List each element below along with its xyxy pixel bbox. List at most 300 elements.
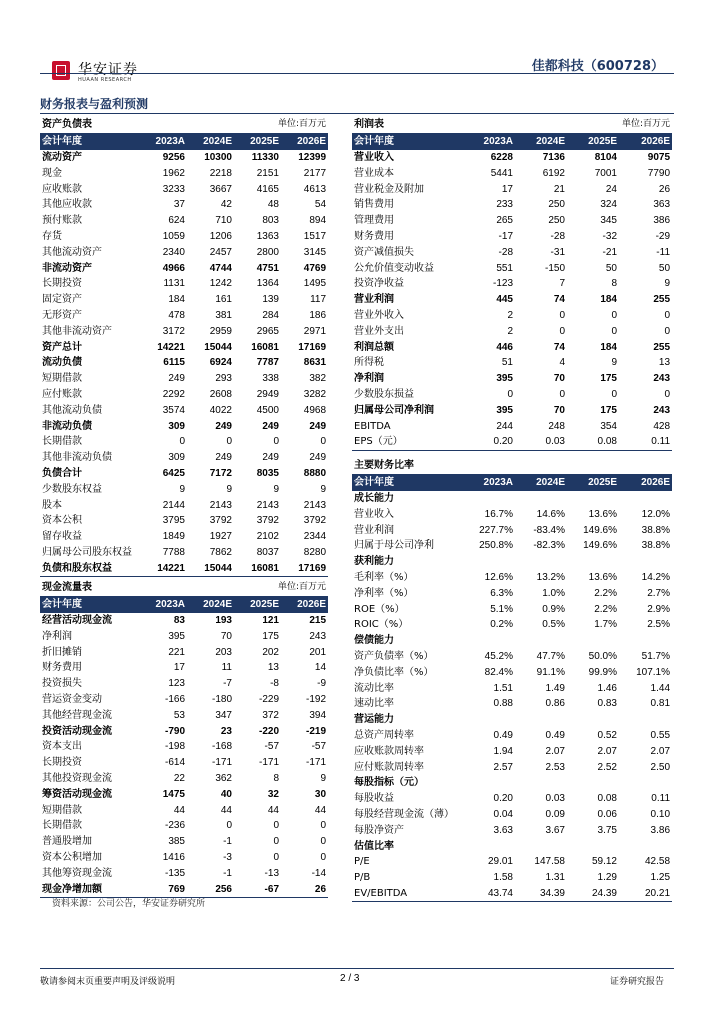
cell-value: 2292 [162,388,185,400]
table-row [352,886,672,902]
brand-logo [52,61,70,80]
row-label: 应收账款周转率 [354,745,424,757]
cell-value: 15044 [187,560,234,576]
cell-value: 0 [559,309,565,321]
cell-value: 139 [262,294,279,306]
cell-value: -83.4% [533,524,565,536]
row-label: 投资活动现金流 [42,725,112,737]
row-label: 资产负债率（%） [354,650,434,662]
table-row [352,213,672,229]
table-row [352,807,672,823]
column-header: 2024E [187,133,234,149]
row-label: 负债合计 [42,467,82,479]
row-label: 其他非流动资产 [42,325,112,337]
cell-value: 2457 [209,246,232,258]
table-row [40,181,328,197]
cell-value: -11 [656,246,671,258]
cell-value: 428 [653,420,671,432]
table-unit [515,458,672,474]
table-row [40,560,328,576]
cell-value: 2959 [209,325,232,337]
header-divider [40,73,674,74]
cell-value: 551 [496,262,513,274]
cell-value: 0.49 [545,729,565,741]
table-row [40,323,328,339]
row-label: 短期借款 [42,804,82,816]
cell-value: 354 [600,420,617,432]
row-label: 流动比率 [354,682,394,694]
cell-value: 37 [173,199,185,211]
cell-value: 44 [314,804,327,816]
table-row [40,513,328,529]
cell-value: 4751 [256,262,279,274]
cell-value: 0 [559,325,565,337]
cell-value: 382 [309,373,327,385]
table-row [40,660,328,676]
cell-value: 1849 [162,531,185,543]
row-label: 资本公积 [42,515,82,527]
cell-value: 0.20 [463,434,515,450]
cash-flow-table [40,580,328,898]
cell-value: 2.52 [597,761,617,773]
cell-value: 7790 [647,167,671,179]
table-row [352,260,672,276]
table-row [40,434,328,450]
row-label: 归属母公司净利润 [354,404,434,416]
row-label: 长期借款 [42,436,82,448]
row-label: 营业税金及附加 [354,183,424,195]
row-label: 营业成本 [354,167,394,179]
cell-value: 244 [496,420,513,432]
cell-value: 107.1% [636,666,671,678]
page-number: 2 / 3 [340,973,360,984]
cell-value: 338 [262,373,279,385]
cell-value: 395 [496,373,513,385]
cell-value: -171 [258,757,279,769]
row-label: 速动比率 [354,698,394,710]
cell-value: 3574 [162,404,185,416]
row-label: 营业利润 [354,294,394,306]
cell-value: 0 [664,325,671,337]
cell-value: 255 [653,341,671,353]
cell-value: 184 [168,294,185,306]
cell-value: 5.1% [490,603,513,615]
cell-value: 175 [262,630,279,642]
cell-value: 74 [553,294,565,306]
cell-value: 202 [262,646,279,658]
row-label: 资本公积增加 [42,851,102,863]
row-label: 固定资产 [42,294,82,306]
cell-value: 769 [140,881,187,897]
cell-value: 250 [548,199,565,211]
cell-value: 2608 [209,388,232,400]
cell-value: 249 [309,452,327,464]
cell-value: 2.2% [594,603,617,615]
cell-value: 2.9% [647,603,671,615]
cell-value: 38.8% [641,540,671,552]
cell-value: 2102 [256,531,279,543]
cell-value: 13 [267,662,279,674]
cell-value: 0 [611,309,617,321]
table-row [352,491,672,507]
row-label: 销售费用 [354,199,394,211]
cell-value: 0.86 [545,698,565,710]
cell-value: 14.2% [641,571,671,583]
cell-value: 8104 [594,151,617,163]
cell-value: 0 [320,436,327,448]
table-row [352,292,672,308]
cell-value [515,633,567,649]
cell-value: 1.46 [597,682,617,694]
row-label: 营业收入 [354,508,394,520]
cell-value: 50 [605,262,617,274]
cell-value: 2151 [256,167,279,179]
section-divider [40,113,674,114]
cell-value: -28 [550,230,565,242]
row-label: 普通股增加 [42,836,92,848]
cell-value: -123 [492,278,513,290]
ratios-table [352,458,672,902]
table-title: 现金流量表 [40,580,187,596]
cell-value: 9 [611,357,617,369]
column-header: 2024E [515,474,567,490]
cell-value: 17169 [298,341,327,353]
cell-value: 250.8% [479,540,513,552]
row-label: EBITDA [354,420,391,432]
table-row [40,292,328,308]
cell-value: 0.9% [542,603,565,615]
cell-value: 3233 [162,183,185,195]
cell-value: 6425 [162,467,185,479]
cell-value: 1517 [303,230,327,242]
cell-value [567,491,619,507]
cell-value: 22 [173,772,185,784]
table-row [40,371,328,387]
table-row [40,676,328,692]
cell-value: 372 [262,709,279,721]
cell-value: 1.29 [597,872,617,884]
column-header: 2026E [281,596,328,612]
table-row [352,276,672,292]
row-label: 公允价值变动收益 [354,262,434,274]
table-row [40,165,328,181]
row-label: 其他流动资产 [42,246,102,258]
cell-value: 6924 [209,357,232,369]
table-row [352,229,672,245]
cell-value: 249 [215,452,232,464]
table-title-row [40,580,328,596]
table-row [352,538,672,554]
table-row [352,522,672,538]
cell-value: -614 [164,757,185,769]
column-header: 2026E [619,133,672,149]
cell-value: 2177 [303,167,327,179]
cell-value: 386 [653,215,671,227]
cell-value: 3145 [303,246,327,258]
cell-value: 54 [314,199,327,211]
cell-value [515,712,567,728]
table-row [40,834,328,850]
cell-value: 3.75 [597,824,617,836]
cell-value: 59.12 [591,856,617,868]
column-header: 2023A [463,133,515,149]
table-header-row [352,133,672,149]
table-title-row [40,117,328,133]
row-label: 偿债能力 [354,635,394,647]
cell-value: -168 [211,741,232,753]
column-header: 2025E [567,133,619,149]
column-header: 会计年度 [352,474,463,490]
column-header: 会计年度 [40,596,140,612]
table-unit: 单位:百万元 [187,580,328,596]
cell-value: 227.7% [479,524,513,536]
table-row [40,881,328,897]
cell-value: 446 [496,341,513,353]
cell-value: 2218 [209,167,232,179]
cell-value: 3172 [162,325,185,337]
cell-value: 9 [179,483,185,495]
cell-value: 30 [314,788,327,800]
table-row [40,260,328,276]
cell-value: 2144 [162,499,185,511]
cell-value [619,775,672,791]
cell-value: 5441 [490,167,513,179]
cell-value: 9256 [162,151,185,163]
cell-value: 0.06 [597,808,617,820]
table-row [40,850,328,866]
row-label: 每股净资产 [354,824,404,836]
cell-value: 2.07 [597,745,617,757]
cell-value: 1131 [163,278,185,290]
cell-value: 324 [600,199,617,211]
table-row [40,818,328,834]
column-header: 2023A [140,596,187,612]
cell-value [515,838,567,854]
table-unit: 单位:百万元 [187,117,328,133]
cell-value: 347 [215,709,232,721]
table-row [352,554,672,570]
row-label: 其他投资现金流 [42,772,112,784]
cell-value: 1.58 [493,872,513,884]
row-label: P/E [354,856,370,868]
cell-value: 12.0% [641,508,671,520]
cell-value: 309 [168,420,185,432]
cell-value: -220 [258,725,279,737]
row-label: 毛利率（%） [354,571,414,583]
cell-value: 6192 [542,167,565,179]
cell-value: 0 [664,309,671,321]
cell-value: 9 [664,278,671,290]
cell-value: 0.11 [619,434,672,450]
cell-value: 395 [496,404,513,416]
cell-value [567,775,619,791]
cell-value [463,554,515,570]
cell-value: 3282 [303,388,327,400]
cell-value: 117 [310,294,327,306]
table-row [352,649,672,665]
source-note: 资料来源：公司公告，华安证券研究所 [52,899,206,909]
cell-value: 710 [215,215,232,227]
cell-value [515,775,567,791]
cell-value: 17 [501,183,513,195]
table-row [40,339,328,355]
row-label: ROE（%） [354,603,405,615]
row-label: 存货 [42,230,62,242]
table-row [40,150,328,166]
column-header: 2026E [281,133,328,149]
cell-value: 2.07 [545,745,565,757]
cell-value [619,712,672,728]
cell-value: 8 [273,772,279,784]
balance-sheet-table [40,117,328,577]
row-label: 资本支出 [42,741,82,753]
cell-value: 70 [553,373,565,385]
column-header: 会计年度 [40,133,140,149]
cell-value: 15044 [204,341,232,353]
cell-value: 243 [653,373,671,385]
row-label: 其他筹资现金流 [42,867,112,879]
cell-value: 40 [220,788,232,800]
cell-value: 186 [309,309,327,321]
cell-value: 284 [262,309,279,321]
column-header: 2023A [140,133,187,149]
table-row [40,786,328,802]
cell-value: -166 [164,693,185,705]
table-row [352,355,672,371]
company-title: 佳都科技（600728） [531,59,664,74]
cell-value: 14221 [157,341,185,353]
table-row [40,197,328,213]
cell-value: -8 [270,678,279,690]
row-label: 净负债比率（%） [354,666,434,678]
row-label: 其他应收款 [42,199,92,211]
table-row [40,771,328,787]
cell-value: 13.6% [588,508,617,520]
cell-value: 1.49 [545,682,565,694]
cell-value: 0.55 [650,729,671,741]
row-label: 预付账款 [42,215,82,227]
cell-value [619,491,672,507]
cell-value: 2 [507,309,513,321]
cell-value: 0.81 [650,698,671,710]
table-row [40,276,328,292]
table-row [352,854,672,870]
cell-value: 624 [168,215,185,227]
cell-value: 70 [553,404,565,416]
cell-value: 2340 [162,246,185,258]
cell-value: -790 [164,725,185,737]
cell-value: 13 [658,357,671,369]
cell-value: 193 [215,614,232,626]
cell-value: 121 [262,614,279,626]
cell-value: 256 [187,881,234,897]
cell-value [567,633,619,649]
table-header-row [40,133,328,149]
table-unit: 单位:百万元 [515,117,672,133]
cell-value: 0 [320,820,327,832]
cell-value: 3792 [256,515,279,527]
cell-value: 394 [309,709,327,721]
cell-value: 803 [262,215,279,227]
table-row [40,644,328,660]
cell-value: 3795 [162,515,185,527]
cell-value: 34.39 [515,886,567,902]
cell-value: 184 [600,294,617,306]
cell-value: 21 [553,183,565,195]
cell-value: 3792 [209,515,232,527]
row-label: 股本 [42,499,62,511]
row-label: 留存收益 [42,531,82,543]
cell-value: 99.9% [588,666,617,678]
table-row [40,545,328,561]
cell-value: 1363 [256,230,279,242]
cell-value: -192 [306,693,327,705]
cell-value: 0 [611,388,617,400]
table-row [352,339,672,355]
cell-value: 0 [273,851,279,863]
cell-value: 161 [215,294,232,306]
cell-value: 1495 [303,278,327,290]
cell-value: 0 [273,836,279,848]
row-label: ROIC（%） [354,619,409,631]
row-label: 其他非流动负债 [42,452,112,464]
cell-value: -229 [258,693,279,705]
table-row [352,664,672,680]
cell-value: 248 [548,420,565,432]
cell-value: -3 [223,851,232,863]
column-header: 2026E [619,474,672,490]
cell-value: 0 [320,851,327,863]
row-label: 折旧摊销 [42,646,82,658]
table-row [40,308,328,324]
table-row [352,506,672,522]
cell-value: 0.11 [651,793,671,805]
table-row [40,387,328,403]
cell-value: 7788 [162,546,185,558]
cell-value: 26 [658,183,671,195]
row-label: EV/EBITDA [352,886,463,902]
table-row [352,371,672,387]
cell-value: 4165 [256,183,279,195]
cell-value: 14.6% [536,508,565,520]
table-row [40,865,328,881]
cell-value: 0 [179,436,185,448]
cell-value: 1206 [209,230,232,242]
cell-value: 24.39 [567,886,619,902]
row-label: 非流动负债 [42,420,92,432]
row-label: 获利能力 [354,556,394,568]
table-row [352,743,672,759]
cell-value: 249 [215,420,232,432]
cell-value: 6115 [163,357,185,369]
cell-value: 265 [496,215,513,227]
cell-value: 7 [559,278,565,290]
cell-value [463,775,515,791]
cell-value: 0 [664,388,671,400]
table-row [40,229,328,245]
cell-value: 2143 [303,499,327,511]
table-row [352,822,672,838]
table-row [352,323,672,339]
table-row [40,418,328,434]
cell-value: 894 [309,215,327,227]
cell-value: 17 [173,662,185,674]
cell-value: 1416 [162,851,185,863]
table-row [40,613,328,629]
cell-value: 1242 [209,278,232,290]
cell-value: 249 [168,373,185,385]
cell-value [463,712,515,728]
